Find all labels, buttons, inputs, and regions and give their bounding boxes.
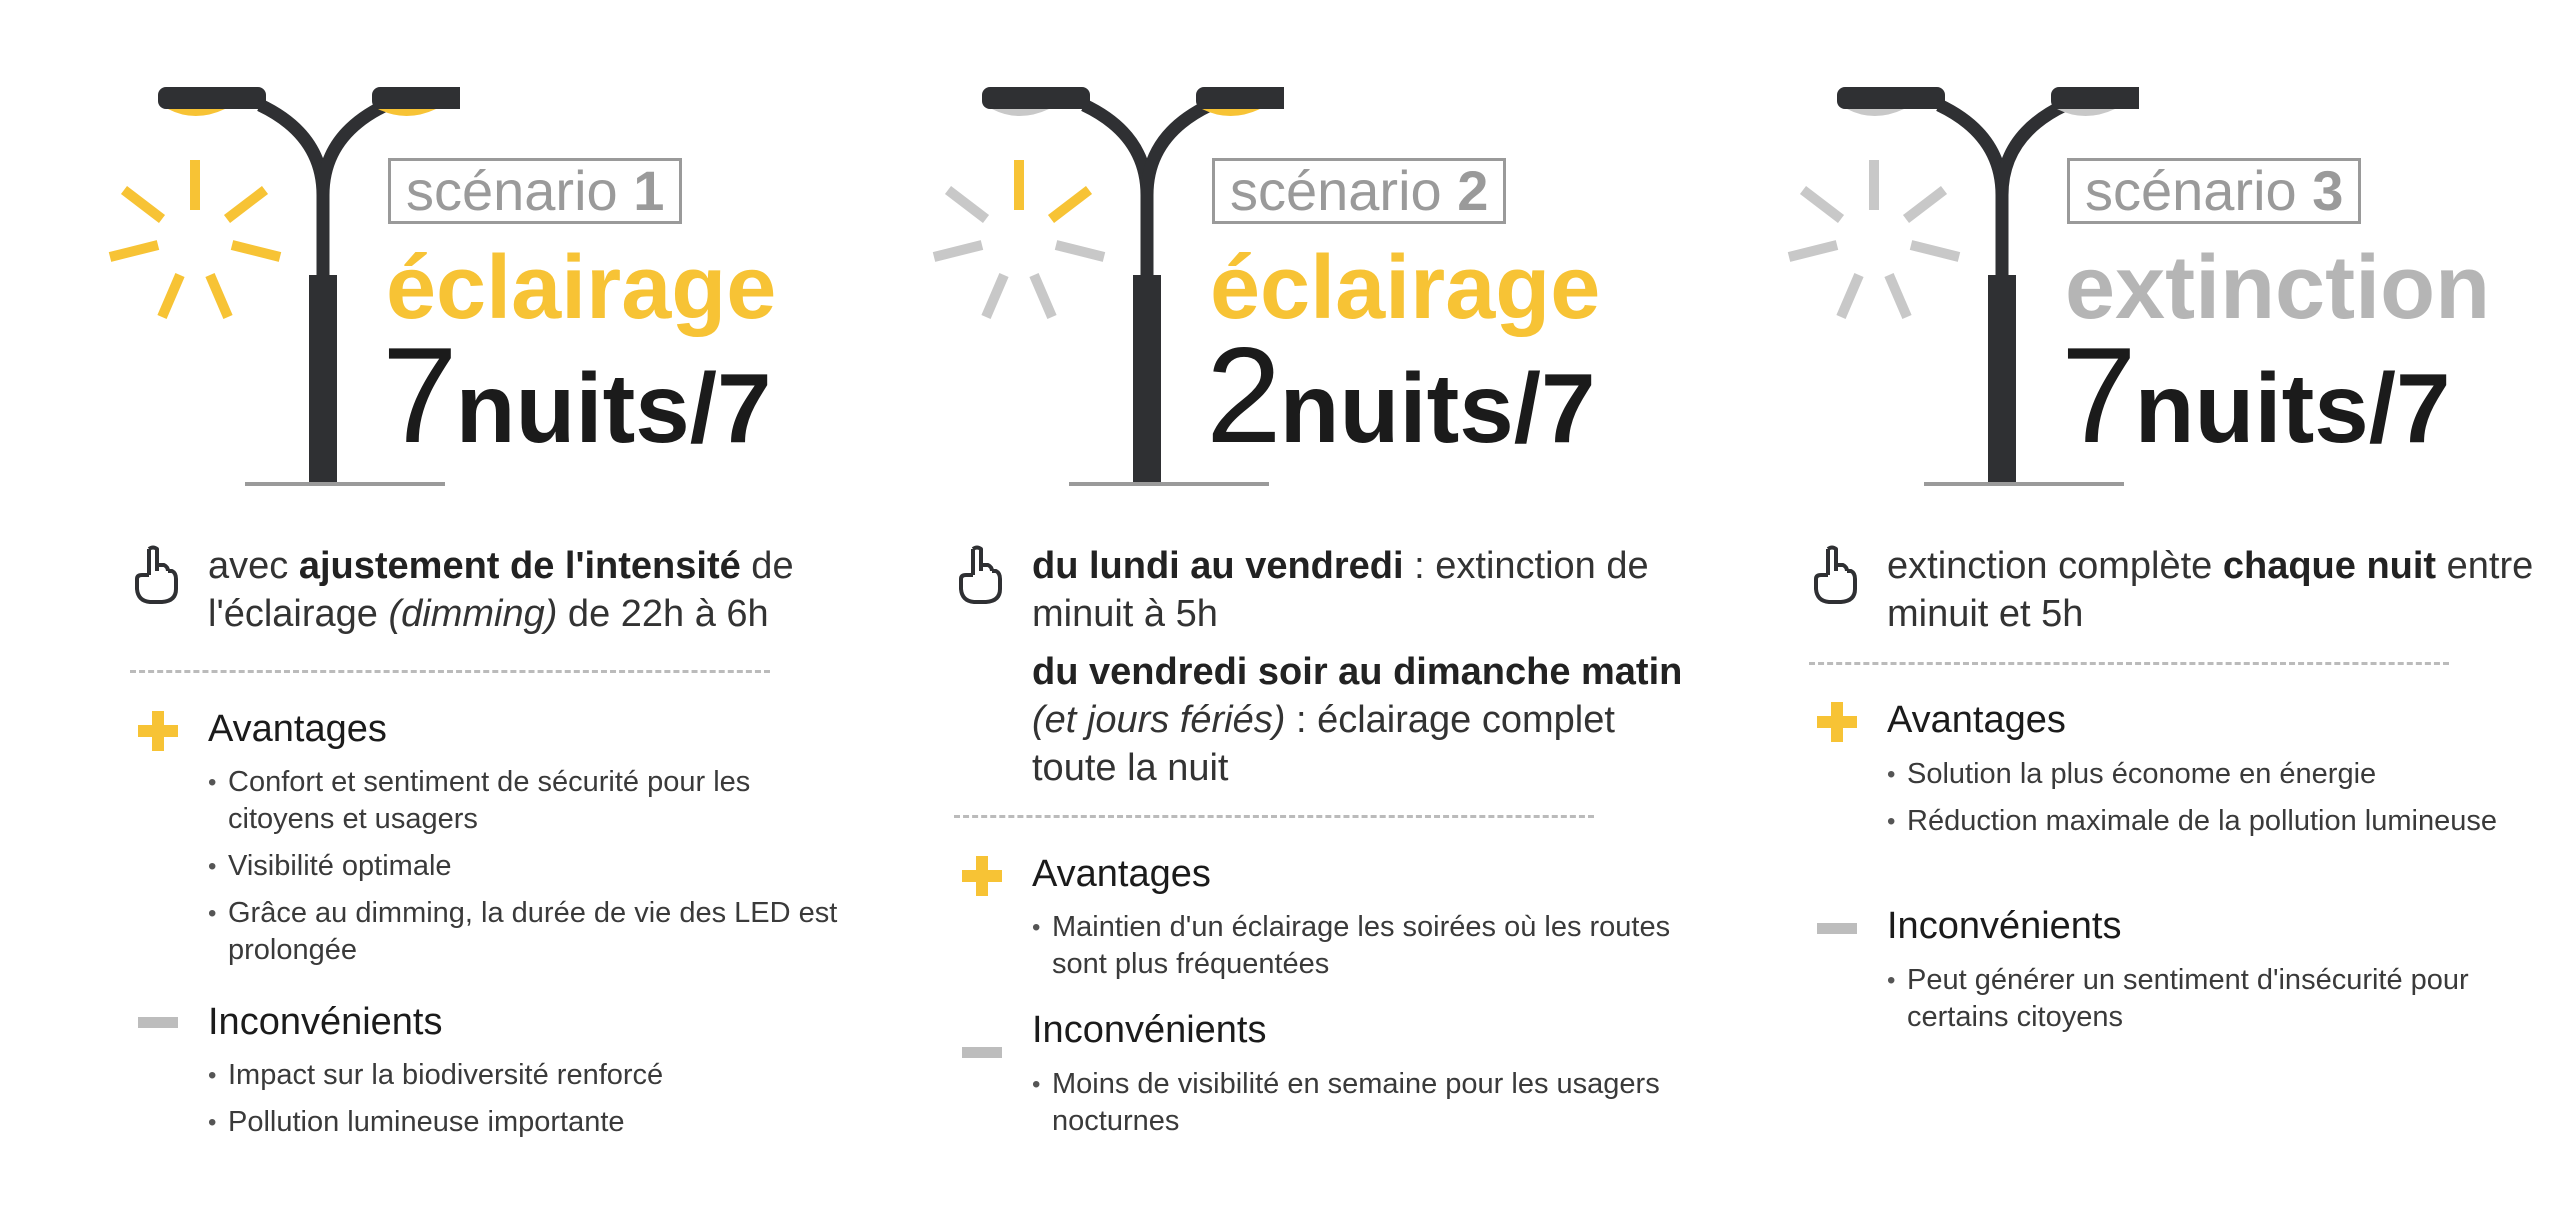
scenario-badge: [388, 158, 682, 224]
intro-text: de l'éclairage: [208, 545, 794, 635]
list-item: • Pollution lumineuse importante: [208, 1104, 848, 1141]
pointing-hand-icon: [132, 545, 178, 605]
scenario-badge: [2067, 158, 2361, 224]
intro-text: : éclairage complet toute la nuit: [1032, 699, 1615, 789]
intro-text: extinction complète: [1887, 545, 2223, 587]
dashed-divider: [130, 670, 770, 673]
dashed-divider: [1809, 662, 2449, 665]
badge-word: scénario: [406, 159, 618, 222]
weekend-paragraph: [1032, 648, 1692, 792]
pointing-hand-icon: [956, 545, 1002, 605]
minus-icon: [138, 1017, 178, 1028]
intro-text: entre minuit et 5h: [1887, 545, 2534, 635]
scenario-badge: [1212, 158, 1506, 224]
weekday-paragraph: [1032, 542, 1692, 638]
nights-number: 7: [382, 319, 456, 471]
nights-label: nuits/7: [1279, 353, 1596, 463]
scenario-mode: extinction: [2065, 238, 2491, 338]
list-item: • Réduction maximale de la pollution lumineuse: [1887, 803, 2527, 840]
plus-icon: [1817, 702, 1857, 742]
minus-icon: [962, 1047, 1002, 1058]
intro-bold: du lundi au vendredi: [1032, 545, 1404, 587]
drawbacks-title: Inconvénients: [1887, 905, 2122, 947]
advantages-title: Avantages: [1887, 699, 2066, 741]
intro-text: : extinction de minuit à 5h: [1032, 545, 1649, 635]
nights-per-week: [1206, 319, 1596, 503]
list-item: • Grâce au dimming, la durée de vie des LED est prolongée: [208, 895, 848, 969]
light-rays-icon: [110, 160, 280, 317]
nights-number: 7: [2061, 319, 2135, 471]
scenario-mode: éclairage: [1210, 238, 1601, 338]
intro-bold: du vendredi soir au dimanche matin: [1032, 651, 1683, 693]
plus-icon: [962, 856, 1002, 896]
intro-bold: ajustement de l'intensité: [298, 545, 741, 587]
list-item: • Confort et sentiment de sécurité pour les citoyens et usagers: [208, 764, 848, 838]
intro-italic: (et jours fériés): [1032, 699, 1286, 741]
scenario-1-column: [100, 0, 920, 1219]
drawbacks-list: [208, 1057, 848, 1151]
scenario-description: [1032, 542, 1692, 802]
drawbacks-list: [1032, 1066, 1672, 1150]
scenario-3-column: [1779, 0, 2560, 1219]
badge-word: scénario: [1230, 159, 1442, 222]
list-item: • Visibilité optimale: [208, 848, 848, 885]
badge-number: 1: [633, 159, 665, 222]
list-item: • Maintien d'un éclairage les soirées où les routes sont plus fréquentées: [1032, 909, 1672, 983]
nights-label: nuits/7: [455, 353, 772, 463]
advantages-list: [208, 764, 848, 979]
nights-number: 2: [1206, 319, 1280, 471]
badge-word: scénario: [2085, 159, 2297, 222]
list-item: • Impact sur la biodiversité renforcé: [208, 1057, 848, 1094]
advantages-title: Avantages: [1032, 853, 1211, 895]
intro-text: de 22h à 6h: [557, 593, 769, 635]
intro-italic: (dimming): [388, 593, 558, 635]
scenario-description: [208, 542, 868, 638]
plus-icon: [138, 711, 178, 751]
scenario-2-column: [924, 0, 1744, 1219]
advantages-title: Avantages: [208, 708, 387, 750]
badge-number: 3: [2312, 159, 2344, 222]
scenario-mode: éclairage: [386, 238, 777, 338]
list-item: • Solution la plus économe en énergie: [1887, 756, 2527, 793]
light-rays-icon: [934, 160, 1104, 317]
nights-per-week: [2061, 319, 2451, 503]
pointing-hand-icon: [1811, 545, 1857, 605]
nights-label: nuits/7: [2134, 353, 2451, 463]
minus-icon: [1817, 923, 1857, 934]
dashed-divider: [954, 815, 1594, 818]
drawbacks-title: Inconvénients: [1032, 1009, 1267, 1051]
advantages-list: [1032, 909, 1672, 993]
drawbacks-list: [1887, 962, 2527, 1046]
list-item: • Peut générer un sentiment d'insécurité pour certains citoyens: [1887, 962, 2527, 1036]
advantages-list: [1887, 756, 2527, 850]
intro-text: avec: [208, 545, 299, 587]
nights-per-week: [382, 319, 772, 503]
badge-number: 2: [1457, 159, 1489, 222]
light-rays-icon: [1789, 160, 1959, 317]
list-item: • Moins de visibilité en semaine pour les usagers nocturnes: [1032, 1066, 1672, 1140]
drawbacks-title: Inconvénients: [208, 1001, 443, 1043]
scenario-description: [1887, 542, 2547, 638]
intro-bold: chaque nuit: [2222, 545, 2437, 587]
